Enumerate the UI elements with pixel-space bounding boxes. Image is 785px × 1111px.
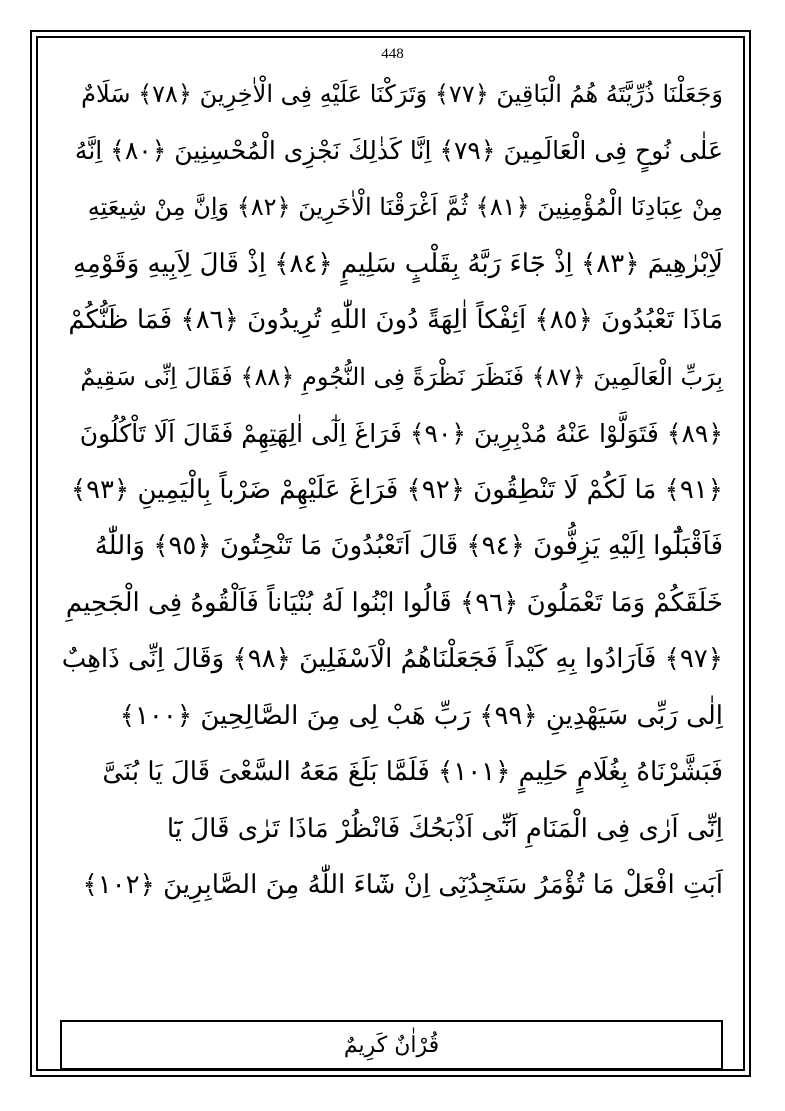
verse-line-8: ﴿٩١﴾ مَا لَكُمْ لَا تَنْطِقُونَ ﴿٩٢﴾ فَرَاغَ عَلَيْهِمْ ضَرْباً بِالْيَمِينِ ﴿٩٣﴾ (70, 474, 723, 505)
verse-line-6: بِرَبِّ الْعَالَمِينَ ﴿٨٧﴾ فَنَظَرَ نَظْرَةً فِى النُّجُومِ ﴿٨٨﴾ فَقَالَ اِنِّى سَقِيمٌ (80, 362, 723, 391)
verse-line-5: مَاذَا تَعْبُدُونَ ﴿٨٥﴾ اَئِفْكاً اٰلِهَةً دُونَ اللّٰهِ تُرِيدُونَ ﴿٨٦﴾ فَمَا ظَنُّكُمْ (68, 305, 723, 336)
verse-line-14: اِنِّٓى اَرٰى فِى الْمَنَامِ اَنِّٓى اَذْبَحُكَ فَانْظُرْ مَاذَا تَرٰى قَالَ يَٓا (166, 813, 723, 844)
verse-line-2: عَلٰى نُوحٍ فِى الْعَالَمِينَ ﴿٧٩﴾ اِنَّا كَذٰلِكَ نَجْزِى الْمُحْسِنِينَ ﴿٨٠﴾ اِنَّهُ (74, 136, 723, 166)
verse-line-10: خَلَقَكُمْ وَمَا تَعْمَلُونَ ﴿٩٦﴾ قَالُوا ابْنُوا لَهُ بُنْيَاناً فَاَلْقُوهُ فِى الْجَحِيمِ (65, 587, 723, 618)
verse-line-3: مِنْ عِبَادِنَا الْمُؤْمِنِينَ ﴿٨١﴾ ثُمَّ اَغْرَقْنَا الْاٰخَرِينَ ﴿٨٢﴾ وَاِنَّ مِنْ شِيعَتِهِ (87, 193, 723, 222)
footer-title: قُرْاٰنٌ كَرِيمٌ (343, 1032, 440, 1058)
verse-line-12: اِلٰى رَبِّى سَيَهْدِينِ ﴿٩٩﴾ رَبِّ هَبْ لِى مِنَ الصَّالِحِينَ ﴿١٠٠﴾ (119, 700, 723, 731)
footer-title-box (60, 1020, 723, 1070)
verse-line-11: ﴿٩٧﴾ فَاَرَادُوا بِهِ كَيْداً فَجَعَلْنَاهُمُ الْاَسْفَلِينَ ﴿٩٨﴾ وَقَالَ اِنِّى ذَاهِبٌ (61, 644, 723, 675)
verse-line-15: اَبَتِ افْعَلْ مَا تُؤْمَرُ سَتَجِدُنِٓى اِنْ شَٓاءَ اللّٰهُ مِنَ الصَّابِرِينَ ﴿١٠٢﴾ (82, 870, 723, 901)
verse-line-13: فَبَشَّرْنَاهُ بِغُلَامٍ حَلِيمٍ ﴿١٠١﴾ فَلَمَّا بَلَغَ مَعَهُ السَّعْىَ قَالَ يَا بُنَىَّ (102, 757, 723, 788)
verse-line-1: وَجَعَلْنَا ذُرِّيَّتَهُ هُمُ الْبَاقِينَ ﴿٧٧﴾ وَتَرَكْنَا عَلَيْهِ فِى الْاٰخِرِينَ ﴿٧٨﴾ سَلَامٌ (81, 80, 723, 109)
verse-line-7: ﴿٨٩﴾ فَتَوَلَّوْا عَنْهُ مُدْبِرِينَ ﴿٩٠﴾ فَرَاغَ اِلٰٓى اٰلِهَتِهِمْ فَقَالَ اَلَا تَاْكُلُونَ (79, 418, 723, 448)
verse-line-9: فَاَقْبَلُٓوا اِلَيْهِ يَزِفُّونَ ﴿٩٤﴾ قَالَ اَتَعْبُدُونَ مَا تَنْحِتُونَ ﴿٩٥﴾ وَاللّٰهُ (94, 531, 723, 562)
verse-lines (62, 66, 723, 914)
page-number: 448 (381, 46, 404, 62)
verse-line-4: لَاِبْرٰهِيمَ ﴿٨٣﴾ اِذْ جَٓاءَ رَبَّهُ بِقَلْبٍ سَلِيمٍ ﴿٨٤﴾ اِذْ قَالَ لِاَبِيهِ وَقَوْمِهِ (72, 248, 723, 279)
